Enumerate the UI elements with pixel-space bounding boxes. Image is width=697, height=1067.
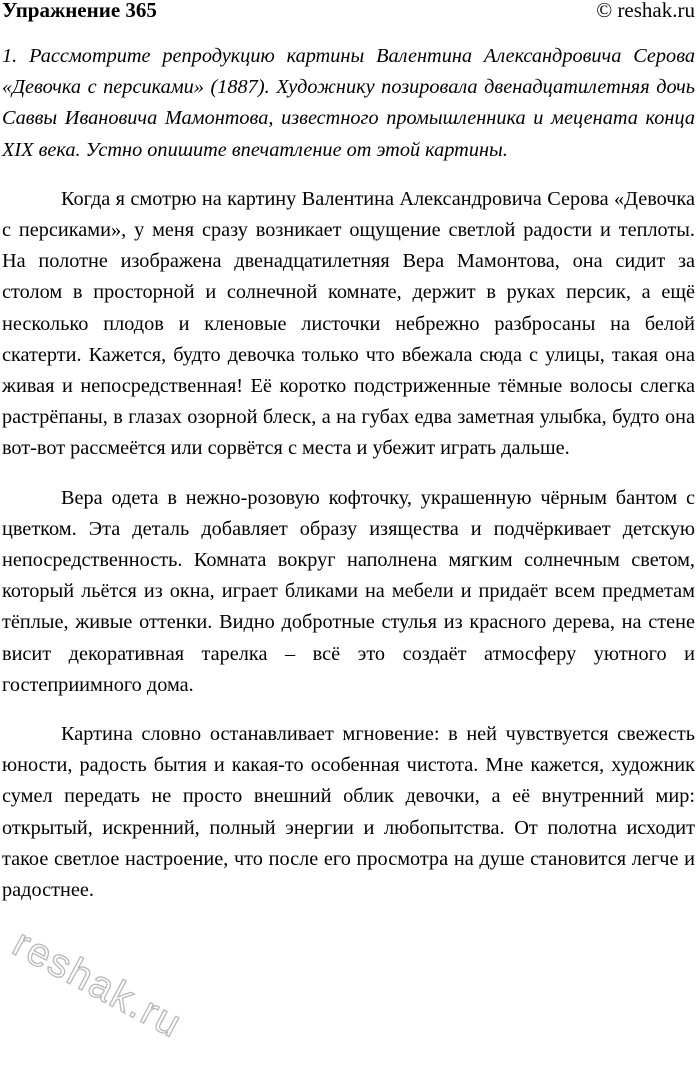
exercise-title: Упражнение 365 <box>2 0 157 22</box>
page <box>2 0 695 906</box>
answer-paragraph-3: Картина словно останавливает мгновение: в ней чувствуется свежесть юности, радость бытия и какая-то особенная чистота. Мне кажется, художник сумел передать не просто внешний облик девочки, а её внутренний мир: открытый, искренний, полный энергии и любопытства. От полотна исходит такое светлое настроение, что после его просмотра на душе становится легче и радостнее. <box>2 723 695 902</box>
task-text: 1. Рассмотрите репродукцию картины Валентина Александровича Серова «Девочка с персиками» (1887). Художнику позировала двенадцатилетняя дочь Саввы Ивановича Мамонтова, известного промышленника и мецената конца XIX века. Устно опишите впечатление от этой картины. <box>2 45 695 161</box>
watermark-logo-icon <box>2 912 202 1062</box>
answer-paragraph-2: Вера одета в нежно-розовую кофточку, украшенную чёрным бантом с цветком. Эта деталь добавляет образу изящества и подчёркивает детскую непосредственность. Комната вокруг наполнена мягким солнечным светом, который льётся из окна, играет бликами на мебели и придаёт всем предметам тёплые, живые оттенки. Видно добротные стулья из красного дерева, на стене висит декоративная тарелка – всё это создаёт атмосферу уютного и гостеприимного дома. <box>2 486 695 696</box>
watermark <box>2 912 202 1062</box>
page-header <box>2 0 695 30</box>
answer-paragraph-1: Когда я смотрю на картину Валентина Александровича Серова «Девочка с персиками», у меня сразу возникает ощущение светлой радости и теплоты. На полотне изображена двенадцатилетняя Вера Мамонтова, она сидит за столом в просторной и солнечной комнате, держит в руках персик, а ещё несколько плодов и кленовые листочки небрежно разбросаны на белой скатерти. Кажется, будто девочка только что вбежала сюда с улицы, такая она живая и непосредственная! Её коротко подстриженные тёмные волосы слегка растрёпаны, в глазах озорной блеск, а на губах едва заметная улыбка, будто она вот-вот рассмеётся или сорвётся с места и убежит играть дальше. <box>2 187 695 460</box>
copyright-notice: © reshak.ru <box>596 0 695 22</box>
watermark-text: reshak.ru <box>5 921 190 1047</box>
